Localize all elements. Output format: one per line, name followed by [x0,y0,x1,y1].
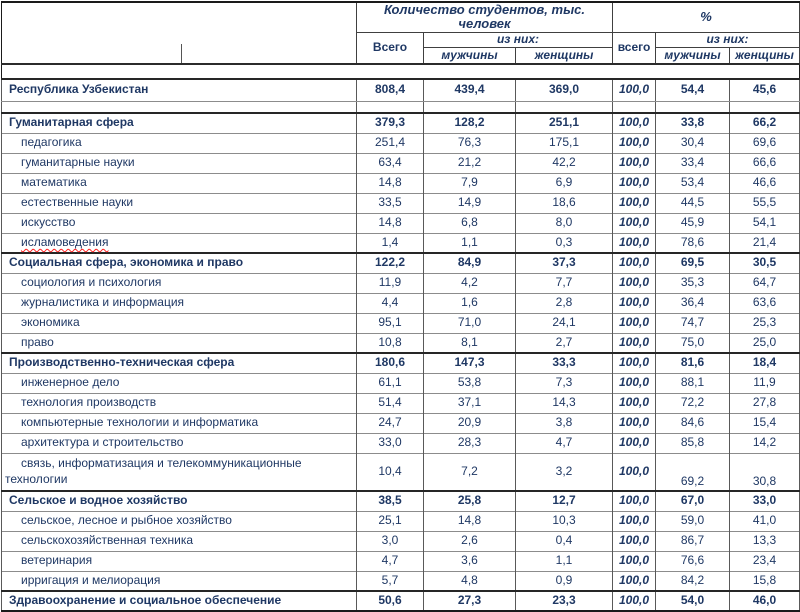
value-cell: 41,0 [730,511,800,531]
value-cell: 100,0 [613,233,656,253]
header-gap-row [2,64,800,79]
value-cell: 8,0 [516,213,613,233]
value-cell: 24,7 [357,413,424,433]
table-row [2,273,800,293]
value-cell: 147,3 [424,353,516,373]
row-label-text: компьютерные технологии и информатика [21,415,259,430]
row-label-cell [2,413,357,433]
table-row [2,333,800,353]
row-label-text: архитектура и строительство [21,435,184,450]
header-percent-men: мужчины [656,47,730,64]
table-row [2,531,800,551]
row-label-cell [2,193,357,213]
table-row [2,313,800,333]
value-cell: 15,4 [730,413,800,433]
value-cell: 37,3 [516,253,613,273]
row-label-text: ветеринария [21,553,93,568]
value-cell: 24,1 [516,313,613,333]
value-cell: 51,4 [357,393,424,413]
value-cell: 100,0 [613,133,656,153]
row-label-text: связь, информатизация и телекоммуникационные технологии [5,456,302,486]
value-cell: 2,8 [516,293,613,313]
value-cell: 30,5 [730,253,800,273]
value-cell: 27,8 [730,393,800,413]
value-cell: 100,0 [613,433,656,453]
value-cell: 21,2 [424,153,516,173]
value-cell: 33,4 [656,153,730,173]
header-students-men: мужчины [424,47,516,64]
value-cell: 100,0 [613,193,656,213]
table-row [2,213,800,233]
value-cell: 84,6 [656,413,730,433]
value-cell: 6,9 [516,173,613,193]
value-cell: 3,6 [424,551,516,571]
table-row [2,233,800,253]
value-cell: 46,0 [730,591,800,611]
value-cell: 100,0 [613,173,656,193]
value-cell: 25,8 [424,491,516,511]
value-cell: 4,4 [357,293,424,313]
value-cell: 78,6 [656,233,730,253]
value-cell: 1,6 [424,293,516,313]
students-statistics-table [1,1,800,612]
value-cell: 100,0 [613,453,656,491]
row-label-text: социология и психология [21,275,162,290]
value-cell: 251,4 [357,133,424,153]
value-cell: 46,6 [730,173,800,193]
row-label-cell [2,253,357,273]
row-label-text: математика [21,175,87,190]
value-cell: 66,6 [730,153,800,173]
value-cell: 54,4 [656,79,730,101]
value-cell: 100,0 [613,511,656,531]
table-row [2,511,800,531]
value-cell: 38,5 [357,491,424,511]
value-cell: 33,8 [656,113,730,133]
row-label-text: сельскохозяйственная техника [21,533,194,548]
value-cell: 100,0 [613,591,656,611]
table-row [2,193,800,213]
row-label-cell [2,101,357,113]
value-cell: 37,1 [424,393,516,413]
value-cell: 36,4 [656,293,730,313]
header-students-group: Количество студентов, тыс. человек [357,2,613,32]
value-cell: 1,4 [357,233,424,253]
value-cell: 13,3 [730,531,800,551]
table-row [2,113,800,133]
row-label-text: технология производств [21,395,157,410]
row-label-text: Социальная сфера, экономика и право [9,255,244,270]
value-cell: 4,2 [424,273,516,293]
value-cell: 75,0 [656,333,730,353]
row-label-text: исламоведения [21,234,109,249]
value-cell: 14,3 [516,393,613,413]
value-cell: 3,8 [516,413,613,433]
value-cell: 25,3 [730,313,800,333]
row-label-text: инженерное дело [21,375,120,390]
header-row-groups [2,2,800,32]
value-cell: 76,3 [424,133,516,153]
row-label-cell [2,353,357,373]
value-cell: 11,9 [730,373,800,393]
value-cell: 54,1 [730,213,800,233]
value-cell: 64,7 [730,273,800,293]
value-cell: 95,1 [357,313,424,333]
value-cell: 20,9 [424,413,516,433]
value-cell: 33,5 [357,193,424,213]
row-label-text: Здравоохранение и социальное обеспечение [9,593,282,608]
value-cell: 100,0 [613,113,656,133]
value-cell: 18,4 [730,353,800,373]
value-cell: 6,8 [424,213,516,233]
row-label-cell [2,273,357,293]
value-cell: 100,0 [613,491,656,511]
value-cell: 33,0 [730,491,800,511]
value-cell: 67,0 [656,491,730,511]
value-cell: 30,4 [656,133,730,153]
table-row [2,353,800,373]
value-cell: 100,0 [613,213,656,233]
value-cell: 100,0 [613,373,656,393]
document-page [0,1,800,608]
row-label-cell [2,453,357,491]
value-cell: 808,4 [357,79,424,101]
row-label-cell [2,491,357,511]
header-percent-women: женщины [730,47,800,64]
row-label-text: экономика [21,315,80,330]
value-cell: 10,8 [357,333,424,353]
value-cell: 100,0 [613,353,656,373]
row-label-text: сельское, лесное и рыбное хозяйство [21,513,232,528]
value-cell: 69,5 [656,253,730,273]
table-body [2,64,800,611]
row-label-cell [2,233,357,253]
value-cell: 53,8 [424,373,516,393]
table-row [2,373,800,393]
value-cell: 4,7 [357,551,424,571]
value-cell: 74,7 [656,313,730,333]
row-label-cell [2,511,357,531]
table-row [2,571,800,591]
value-cell: 45,9 [656,213,730,233]
value-cell: 4,7 [516,433,613,453]
row-label-cell [2,213,357,233]
value-cell: 53,4 [656,173,730,193]
header-students-of-them: из них: [424,32,613,47]
value-cell: 4,8 [424,571,516,591]
value-cell: 439,4 [424,79,516,101]
value-cell: 14,8 [424,511,516,531]
value-cell: 100,0 [613,273,656,293]
value-cell: 50,6 [357,591,424,611]
value-cell: 0,4 [516,531,613,551]
value-cell: 8,1 [424,333,516,353]
value-cell: 5,7 [357,571,424,591]
value-cell: 100,0 [613,333,656,353]
value-cell: 86,7 [656,531,730,551]
header-corner-divider [181,44,182,63]
value-cell: 84,9 [424,253,516,273]
value-cell: 44,5 [656,193,730,213]
row-label-cell [2,373,357,393]
value-cell [613,101,656,113]
table-row [2,551,800,571]
value-cell: 45,6 [730,79,800,101]
value-cell: 55,5 [730,193,800,213]
row-label-cell [2,153,357,173]
row-label-cell [2,173,357,193]
value-cell: 379,3 [357,113,424,133]
value-cell: 81,6 [656,353,730,373]
row-label-cell [2,113,357,133]
row-label-text: Гуманитарная сфера [9,115,134,130]
value-cell: 1,1 [424,233,516,253]
table-row [2,173,800,193]
row-label-cell [2,531,357,551]
value-cell: 63,6 [730,293,800,313]
row-label-cell [2,133,357,153]
value-cell: 7,9 [424,173,516,193]
row-label-cell [2,393,357,413]
value-cell: 88,1 [656,373,730,393]
table-row [2,393,800,413]
table-row [2,293,800,313]
row-label-text: педагогика [21,135,82,150]
value-cell [656,101,730,113]
value-cell: 369,0 [516,79,613,101]
value-cell: 3,0 [357,531,424,551]
header-corner-cell [2,2,357,64]
table-row [2,591,800,611]
value-cell: 33,3 [516,353,613,373]
row-label-cell [2,333,357,353]
value-cell: 2,6 [424,531,516,551]
value-cell: 122,2 [357,253,424,273]
row-label-text: ирригация и мелиорация [21,572,161,587]
value-cell: 3,2 [516,453,613,491]
value-cell: 12,7 [516,491,613,511]
value-cell: 72,2 [656,393,730,413]
value-cell: 100,0 [613,531,656,551]
row-label-cell [2,571,357,591]
value-cell: 69,6 [730,133,800,153]
value-cell: 69,2 [656,453,730,491]
value-cell: 100,0 [613,313,656,333]
header-percent-total: всего [613,32,656,64]
value-cell: 14,8 [357,213,424,233]
value-cell: 61,1 [357,373,424,393]
row-label-text: гуманитарные науки [21,155,135,170]
value-cell: 59,0 [656,511,730,531]
table-row [2,253,800,273]
value-cell: 25,0 [730,333,800,353]
value-cell: 63,4 [357,153,424,173]
value-cell [357,101,424,113]
value-cell: 0,9 [516,571,613,591]
value-cell: 100,0 [613,253,656,273]
value-cell: 11,9 [357,273,424,293]
row-label-text: естественные науки [21,195,134,210]
value-cell [516,101,613,113]
value-cell: 25,1 [357,511,424,531]
value-cell: 128,2 [424,113,516,133]
table-row [2,433,800,453]
value-cell: 42,2 [516,153,613,173]
value-cell [424,101,516,113]
spacer-row [2,101,800,113]
header-percent-group: % [613,2,800,32]
value-cell: 71,0 [424,313,516,333]
value-cell: 18,6 [516,193,613,213]
value-cell: 100,0 [613,413,656,433]
value-cell: 35,3 [656,273,730,293]
row-label-text: искусство [21,215,76,230]
value-cell [730,101,800,113]
value-cell: 100,0 [613,79,656,101]
value-cell: 23,4 [730,551,800,571]
header-students-total: Всего [357,32,424,64]
value-cell: 1,1 [516,551,613,571]
value-cell: 14,2 [730,433,800,453]
table-row [2,153,800,173]
value-cell: 175,1 [516,133,613,153]
value-cell: 100,0 [613,153,656,173]
value-cell: 27,3 [424,591,516,611]
row-label-cell [2,313,357,333]
header-gap-cell [2,64,800,79]
header-percent-of-them: из них: [656,32,800,47]
value-cell: 2,7 [516,333,613,353]
value-cell: 66,2 [730,113,800,133]
row-label-cell [2,293,357,313]
row-label-cell [2,79,357,101]
row-label-text: Сельское и водное хозяйство [9,493,188,508]
value-cell: 100,0 [613,571,656,591]
table-header [2,2,800,64]
value-cell: 23,3 [516,591,613,611]
value-cell: 76,6 [656,551,730,571]
value-cell: 33,0 [357,433,424,453]
value-cell: 0,3 [516,233,613,253]
value-cell: 84,2 [656,571,730,591]
row-label-cell [2,591,357,611]
value-cell: 14,8 [357,173,424,193]
row-label-text: Республика Узбекистан [9,82,149,97]
table-row [2,453,800,491]
value-cell: 21,4 [730,233,800,253]
table-row [2,491,800,511]
table-row [2,133,800,153]
value-cell: 180,6 [357,353,424,373]
row-label-text: право [21,334,54,349]
row-label-cell [2,551,357,571]
value-cell: 85,8 [656,433,730,453]
value-cell: 100,0 [613,393,656,413]
table-row [2,79,800,101]
value-cell: 7,2 [424,453,516,491]
value-cell: 28,3 [424,433,516,453]
value-cell: 100,0 [613,293,656,313]
value-cell: 100,0 [613,551,656,571]
value-cell: 14,9 [424,193,516,213]
value-cell: 15,8 [730,571,800,591]
value-cell: 54,0 [656,591,730,611]
value-cell: 7,7 [516,273,613,293]
table-row [2,413,800,433]
value-cell: 30,8 [730,453,800,491]
row-label-text: журналистика и информация [21,295,185,310]
value-cell: 7,3 [516,373,613,393]
row-label-cell [2,433,357,453]
value-cell: 10,3 [516,511,613,531]
value-cell: 10,4 [357,453,424,491]
value-cell: 251,1 [516,113,613,133]
row-label-text: Производственно-техническая сфера [9,355,235,370]
header-students-women: женщины [516,47,613,64]
